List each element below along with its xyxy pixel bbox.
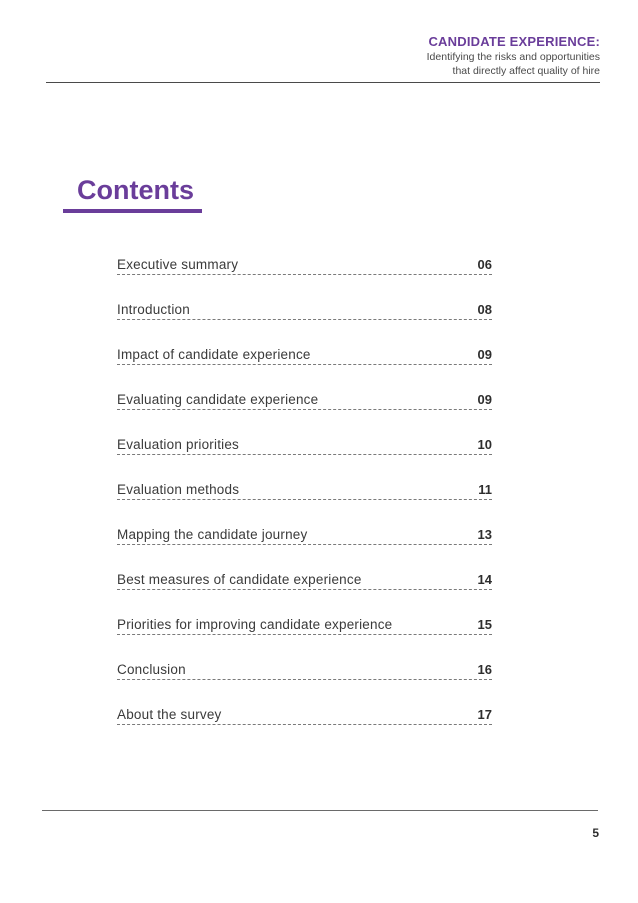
toc-link-evaluating-candidate-experience[interactable] — [117, 389, 492, 410]
toc-item-evaluation-priorities — [117, 425, 492, 470]
page-number: 5 — [592, 826, 599, 840]
toc-link-conclusion[interactable] — [117, 659, 492, 680]
toc-item-label: Mapping the candidate journey — [117, 527, 308, 542]
toc-item-page: 10 — [477, 437, 492, 452]
toc-item-page: 15 — [477, 617, 492, 632]
toc-item-label: Priorities for improving candidate experience — [117, 617, 393, 632]
toc-item-page: 13 — [477, 527, 492, 542]
toc-item-evaluating-candidate-experience — [117, 380, 492, 425]
toc-item-executive-summary — [117, 245, 492, 290]
toc-item-priorities-for-improving — [117, 605, 492, 650]
toc-item-label: About the survey — [117, 707, 222, 722]
toc-item-best-measures — [117, 560, 492, 605]
toc-item-label: Evaluation priorities — [117, 437, 240, 452]
header-subtitle-line-2: that directly affect quality of hire — [452, 65, 600, 77]
header-title: CANDIDATE EXPERIENCE: — [428, 34, 600, 49]
toc-link-executive-summary[interactable] — [117, 254, 492, 275]
toc-link-evaluation-priorities[interactable] — [117, 434, 492, 455]
toc-item-label: Evaluating candidate experience — [117, 392, 319, 407]
toc-item-label: Conclusion — [117, 662, 186, 677]
toc-item-introduction — [117, 290, 492, 335]
contents-heading — [63, 172, 202, 214]
toc-item-label: Impact of candidate experience — [117, 347, 311, 362]
toc-item-label: Evaluation methods — [117, 482, 240, 497]
toc-link-priorities-for-improving[interactable] — [117, 614, 492, 635]
toc-item-evaluation-methods — [117, 470, 492, 515]
toc-link-best-measures[interactable] — [117, 569, 492, 590]
toc-item-page: 14 — [477, 572, 492, 587]
toc-item-page: 09 — [477, 347, 492, 362]
toc-item-about-the-survey — [117, 695, 492, 740]
document-header — [427, 34, 600, 78]
toc-item-mapping-the-candidate-journey — [117, 515, 492, 560]
toc-link-evaluation-methods[interactable] — [117, 479, 492, 500]
toc-item-page: 06 — [477, 257, 492, 272]
toc-item-label: Executive summary — [117, 257, 239, 272]
header-subtitle-line-1: Identifying the risks and opportunities — [426, 51, 600, 63]
toc-link-impact-of-candidate-experience[interactable] — [117, 344, 492, 365]
toc-item-impact-of-candidate-experience — [117, 335, 492, 380]
toc-link-about-the-survey[interactable] — [117, 704, 492, 725]
toc-item-page: 17 — [477, 707, 492, 722]
toc-item-page: 09 — [477, 392, 492, 407]
footer-divider — [42, 810, 598, 811]
contents-heading-label: Contents — [77, 175, 194, 205]
header-divider — [46, 82, 600, 83]
contents-heading-underline — [63, 209, 202, 213]
toc-link-introduction[interactable] — [117, 299, 492, 320]
toc-item-label: Introduction — [117, 302, 190, 317]
toc-item-conclusion — [117, 650, 492, 695]
table-of-contents — [117, 245, 492, 740]
toc-link-mapping-the-candidate-journey[interactable] — [117, 524, 492, 545]
toc-item-page: 11 — [478, 482, 492, 497]
toc-item-page: 08 — [477, 302, 492, 317]
toc-item-page: 16 — [477, 662, 492, 677]
toc-item-label: Best measures of candidate experience — [117, 572, 362, 587]
